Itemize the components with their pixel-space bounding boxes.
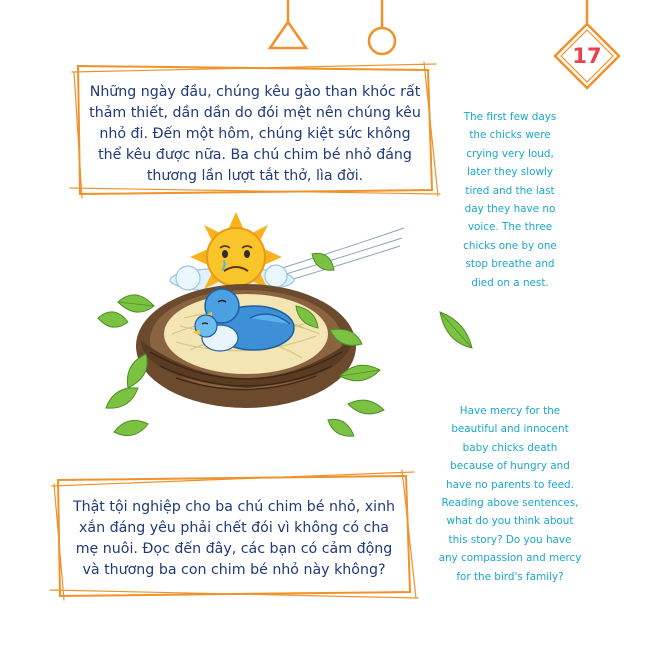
story-bottom-paragraph: Thật tội nghiệp cho ba chú chim bé nhỏ, xinh xắn đáng yêu phải chết đói vì không có cha mẹ nuôi. Đọc đến đây, các bạn có cảm động và thương ba con chim bé nhỏ này không?	[72, 499, 396, 578]
translation-top: The first few days the chicks were crying very loud, later they slowly tired and the last day they have no voice. The three chicks one by one stop breathe and died on a nest.	[463, 111, 557, 289]
translation-bottom: Have mercy for the beautiful and innocent baby chicks death because of hungry and have no parents to feed. Reading above sentences, what do you think about this story? Do you have any compassion and mercy for the bird's family?	[438, 405, 582, 583]
page-number: 17	[572, 44, 602, 68]
wind-swirl-icon	[282, 228, 404, 280]
story-top-paragraph: Những ngày đầu, chúng kêu gào than khóc rất thảm thiết, dần dần do đói mệt nên chúng kêu nhỏ đi. Đến một hôm, chúng kiệt sức không thể kêu được nữa. Ba chú chim bé nhỏ đáng thương lần lượt tắt thở, lìa đời.	[89, 84, 421, 184]
bird-nest-icon	[136, 284, 356, 408]
